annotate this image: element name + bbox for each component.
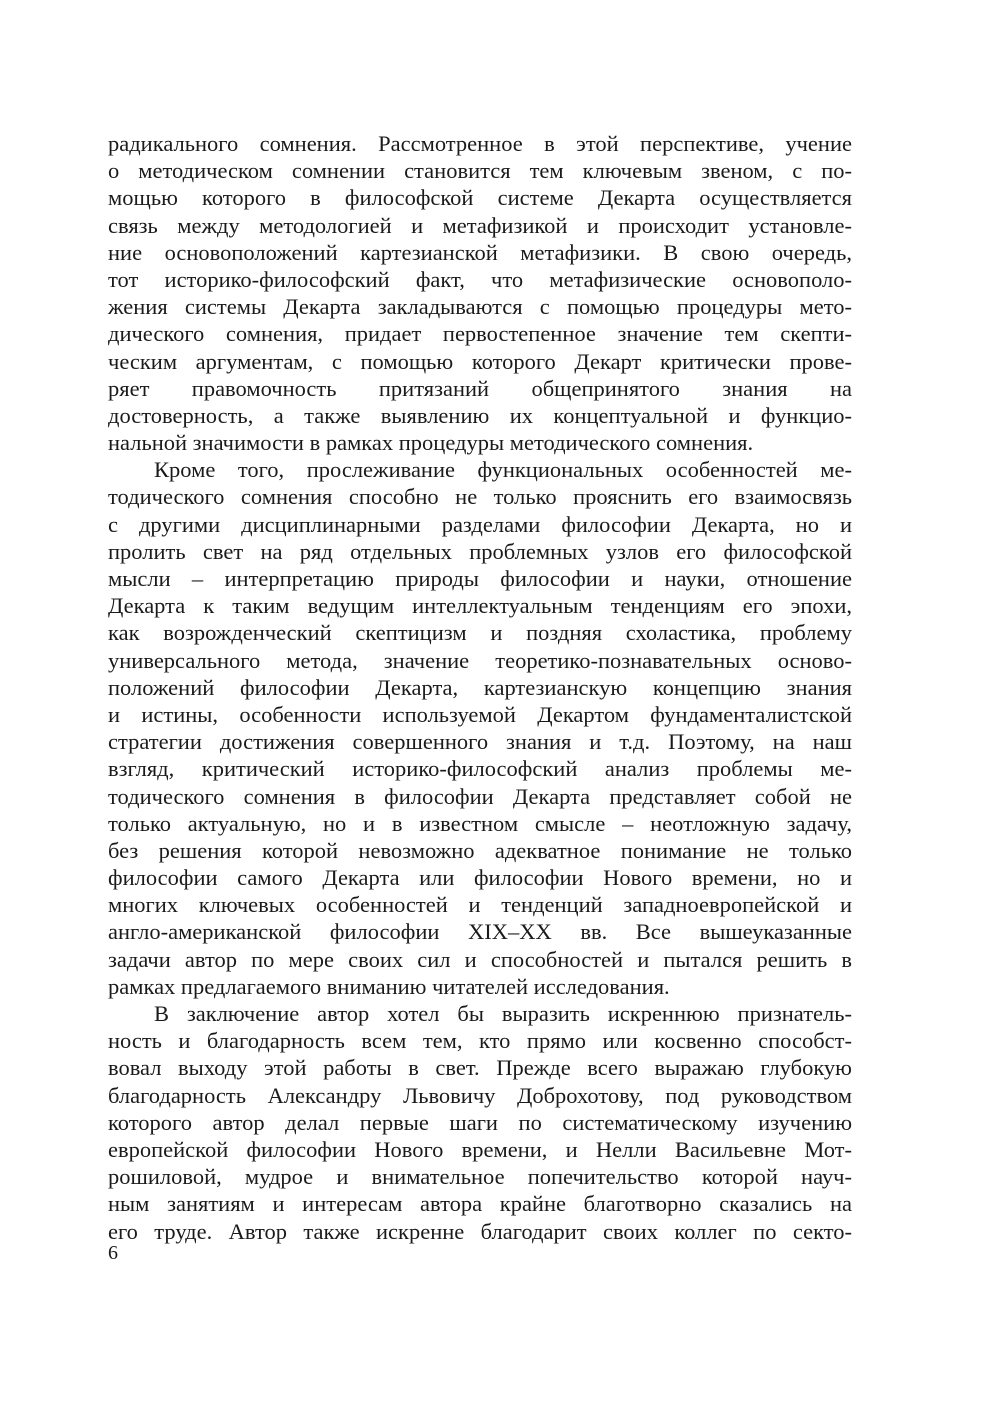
- text-line: задачи автор по мере своих сил и способностей и пытался решить в: [108, 946, 852, 972]
- text-line: связь между методологией и метафизикой и происходит установле-: [108, 212, 852, 238]
- text-line: с другими дисциплинарными разделами философии Декарта, но и: [108, 511, 852, 537]
- text-line: философии самого Декарта или философии Нового времени, но и: [108, 865, 852, 891]
- paragraph: [108, 130, 852, 456]
- text-line: тот историко-философский факт, что метафизические основополо-: [108, 266, 852, 292]
- text-line: тодического сомнения способно не только прояснить его взаимосвязь: [108, 484, 852, 510]
- text-line: тодического сомнения в философии Декарта представляет собой не: [108, 783, 852, 809]
- text-line: пролить свет на ряд отдельных проблемных узлов его философской: [108, 538, 852, 564]
- text-line: благодарность Александру Львовичу Доброхотову, под руководством: [108, 1082, 852, 1108]
- text-line: нальной значимости в рамках процедуры методического сомнения.: [108, 430, 754, 456]
- text-line: универсального метода, значение теоретико-познавательных осново-: [108, 647, 852, 673]
- text-line: вовал выходу этой работы в свет. Прежде всего выражаю глубокую: [108, 1055, 852, 1081]
- text-line: достоверность, а также выявлению их концептуальной и функцио-: [108, 402, 852, 428]
- text-line: Декарта к таким ведущим интеллектуальным тенденциям его эпохи,: [108, 593, 852, 619]
- text-line: жения системы Декарта закладываются с помощью процедуры мето-: [108, 294, 852, 320]
- text-line: взгляд, критический историко-философский анализ проблемы ме-: [108, 756, 852, 782]
- text-line: ние основоположений картезианской метафизики. В свою очередь,: [108, 239, 852, 265]
- text-line: европейской философии Нового времени, и Нелли Васильевне Мот-: [108, 1136, 852, 1162]
- paragraph: [108, 456, 852, 1000]
- text-line: многих ключевых особенностей и тенденций западноевропейской и: [108, 892, 852, 918]
- text-line: ность и благодарность всем тем, кто прямо или косвенно способст-: [108, 1028, 852, 1054]
- text-line: англо-американской философии XIX–XX вв. Все вышеуказанные: [108, 919, 852, 945]
- text-line: положений философии Декарта, картезианскую концепцию знания: [108, 674, 852, 700]
- text-line: дического сомнения, придает первостепенное значение тем скепти-: [108, 321, 852, 347]
- text-line: ным занятиям и интересам автора крайне благотворно сказались на: [108, 1191, 852, 1217]
- paragraph: [108, 1000, 852, 1245]
- text-line: рошиловой, мудрое и внимательное попечительство которой науч-: [108, 1164, 852, 1190]
- body-text: [108, 130, 852, 1245]
- text-line: только актуальную, но и в известном смысле – неотложную задачу,: [108, 810, 852, 836]
- text-line: ряет правомочность притязаний общепринятого знания на: [108, 375, 852, 401]
- text-line: его труде. Автор также искренне благодарит своих коллег по секто-: [108, 1218, 852, 1244]
- text-line: которого автор делал первые шаги по систематическому изучению: [108, 1109, 852, 1135]
- text-line: стратегии достижения совершенного знания и т.д. Поэтому, на наш: [108, 729, 852, 755]
- text-line: без решения которой невозможно адекватное понимание не только: [108, 837, 852, 863]
- text-line: о методическом сомнении становится тем ключевым звеном, с по-: [108, 158, 852, 184]
- text-line: мощью которого в философской системе Декарта осуществляется: [108, 185, 852, 211]
- text-line: рамках предлагаемого вниманию читателей исследования.: [108, 973, 670, 999]
- text-line: как возрожденческий скептицизм и поздняя схоластика, проблему: [108, 620, 852, 646]
- text-line: В заключение автор хотел бы выразить искреннюю признатель-: [154, 1001, 852, 1026]
- text-line: и истины, особенности используемой Декартом фундаменталистской: [108, 701, 852, 727]
- text-line: радикального сомнения. Рассмотренное в этой перспективе, учение: [108, 131, 852, 156]
- page-number: 6: [108, 1242, 118, 1264]
- text-line: ческим аргументам, с помощью которого Декарт критически прове-: [108, 348, 852, 374]
- text-line: Кроме того, прослеживание функциональных особенностей ме-: [154, 457, 852, 483]
- text-line: мысли – интерпретацию природы философии и науки, отношение: [108, 566, 852, 591]
